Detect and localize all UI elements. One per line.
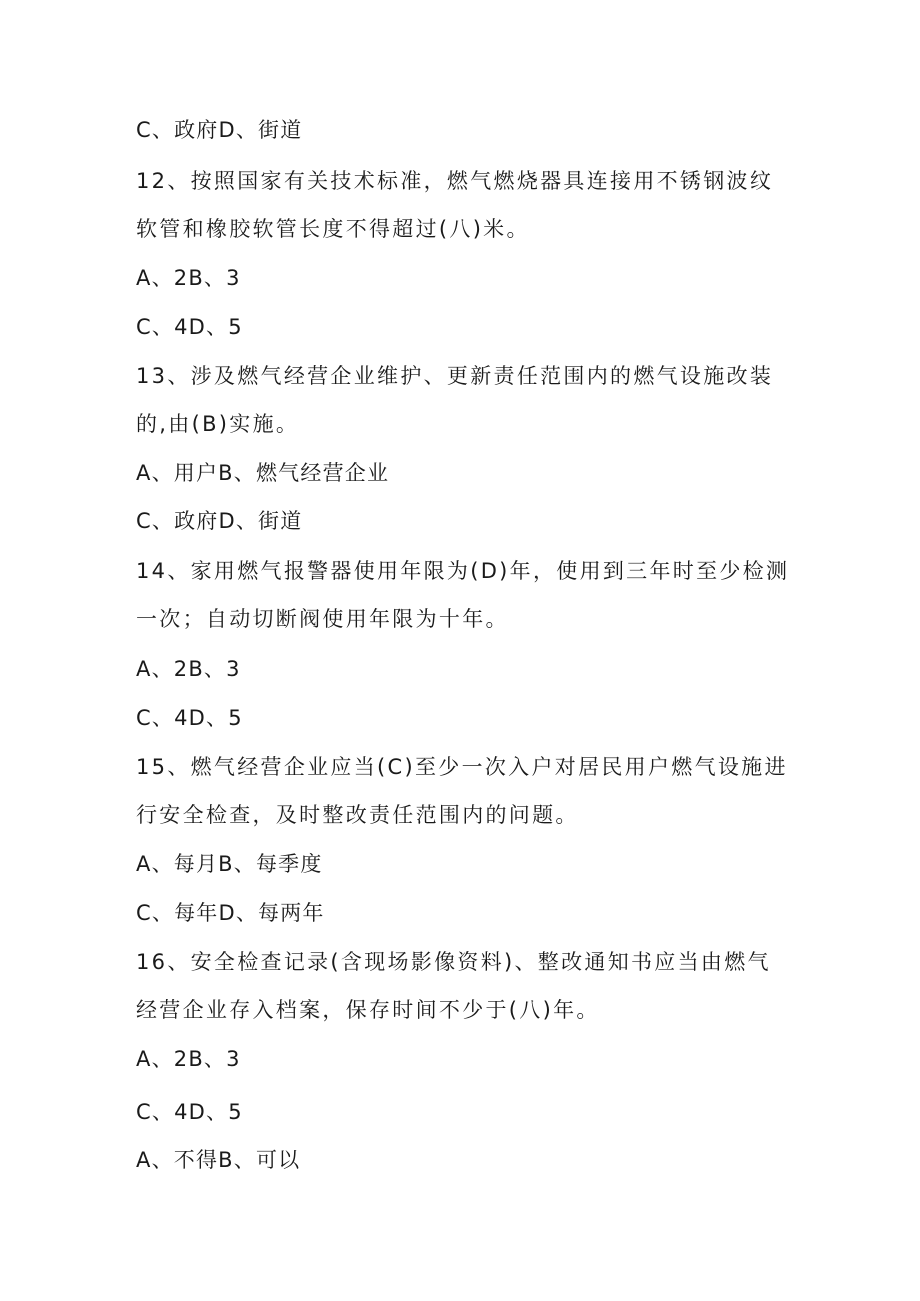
question-15-line-2: 行安全检查，及时整改责任范围内的问题。 [136,803,579,827]
option-line: C、4D、5 [136,1100,243,1124]
option-line: A、2B、3 [136,657,241,681]
option-line: C、政府D、街道 [136,509,303,533]
option-line: C、4D、5 [136,315,243,339]
question-16-line-2: 经营企业存入档案，保存时间不少于(八)年。 [136,998,600,1022]
question-16-line-1: 16、安全检查记录(含现场影像资料)、整改通知书应当由燃气 [136,950,771,974]
question-12-line-2: 软管和橡胶软管长度不得超过(八)米。 [136,217,530,241]
question-13-line-2: 的,由(B)实施。 [136,412,300,436]
option-line: A、2B、3 [136,1047,241,1071]
option-line: A、用户B、燃气经营企业 [136,461,390,485]
option-line: A、2B、3 [136,266,241,290]
option-line: A、每月B、每季度 [136,852,323,876]
question-13-line-1: 13、涉及燃气经营企业维护、更新责任范围内的燃气设施改装 [136,364,774,388]
option-line: C、政府D、街道 [136,118,303,142]
question-14-line-2: 一次；自动切断阀使用年限为十年。 [136,607,509,631]
option-line: C、4D、5 [136,706,243,730]
option-line: C、每年D、每两年 [136,901,325,925]
question-14-line-1: 14、家用燃气报警器使用年限为(D)年，使用到三年时至少检测 [136,559,790,583]
option-line: A、不得B、可以 [136,1148,301,1172]
question-15-line-1: 15、燃气经营企业应当(C)至少一次入户对居民用户燃气设施进 [136,755,788,779]
question-12-line-1: 12、按照国家有关技术标准，燃气燃烧器具连接用不锈钢波纹 [136,169,774,193]
